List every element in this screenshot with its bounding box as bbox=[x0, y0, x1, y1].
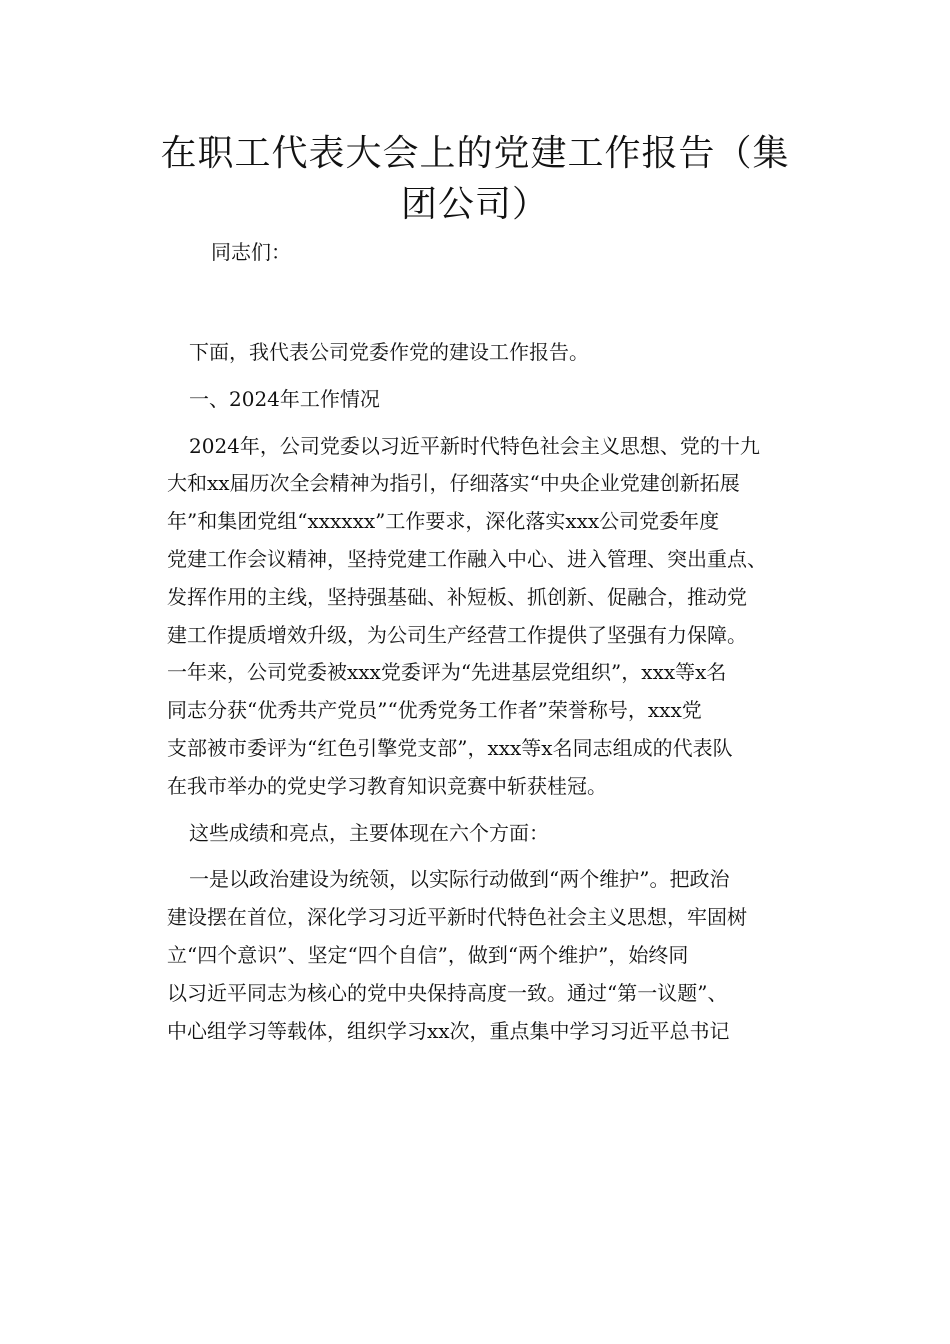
paragraph-line: 中心组学习等载体，组织学习xx次，重点集中学习习近平总书记 bbox=[167, 1018, 730, 1043]
paragraph-intro bbox=[145, 334, 823, 372]
paragraph-line: 一、2024年工作情况 bbox=[189, 386, 380, 411]
paragraph-line: 年”和集团党组“xxxxxx”工作要求，深化落实xxx公司党委年度 bbox=[167, 509, 720, 534]
paragraph-line: 下面，我代表公司党委作党的建设工作报告。 bbox=[189, 340, 589, 364]
paragraph-point-one bbox=[145, 861, 823, 1050]
paragraph-line: 党建工作会议精神，坚持党建工作融入中心、进入管理、突出重点、 bbox=[167, 546, 767, 571]
paragraph-line: 大和xx届历次全会精神为指引，仔细落实“中央企业党建创新拓展 bbox=[167, 471, 740, 496]
paragraph-line: 同志分获“优秀共产党员”“优秀党务工作者”荣誉称号，xxx党 bbox=[167, 698, 702, 723]
paragraph-line: 2024年，公司党委以习近平新时代特色社会主义思想、党的十九 bbox=[189, 433, 760, 458]
paragraph-line: 在我市举办的党史学习教育知识竞赛中斩获桂冠。 bbox=[167, 773, 607, 798]
paragraph-line: 这些成绩和亮点，主要体现在六个方面： bbox=[189, 820, 549, 845]
salutation: 同志们： bbox=[211, 240, 291, 264]
paragraph-summary bbox=[145, 428, 823, 806]
document-title bbox=[140, 128, 810, 230]
document-body bbox=[145, 334, 823, 1059]
section-heading bbox=[145, 381, 823, 419]
paragraph-line: 一年来，公司党委被xxx党委评为“先进基层党组织”，xxx等x名 bbox=[167, 660, 727, 685]
paragraph-line: 立“四个意识”、坚定“四个自信”，做到“两个维护”，始终同 bbox=[167, 942, 689, 967]
paragraph-highlights-intro bbox=[145, 815, 823, 853]
title-line-2: 团公司） bbox=[400, 184, 549, 225]
paragraph-line: 发挥作用的主线，坚持强基础、补短板、抓创新、促融合，推动党 bbox=[167, 584, 747, 609]
paragraph-line: 支部被市委评为“红色引擎党支部”，xxx等x名同志组成的代表队 bbox=[167, 735, 733, 760]
title-line-1: 在职工代表大会上的党建工作报告（集 bbox=[160, 133, 790, 174]
paragraph-line: 建设摆在首位，深化学习习近平新时代特色社会主义思想，牢固树 bbox=[167, 905, 747, 930]
paragraph-line: 一是以政治建设为统领，以实际行动做到“两个维护”。把政治 bbox=[189, 867, 730, 892]
paragraph-line: 以习近平同志为核心的党中央保持高度一致。通过“第一议题”、 bbox=[167, 980, 728, 1005]
paragraph-line: 建工作提质增效升级，为公司生产经营工作提供了坚强有力保障。 bbox=[167, 622, 747, 647]
